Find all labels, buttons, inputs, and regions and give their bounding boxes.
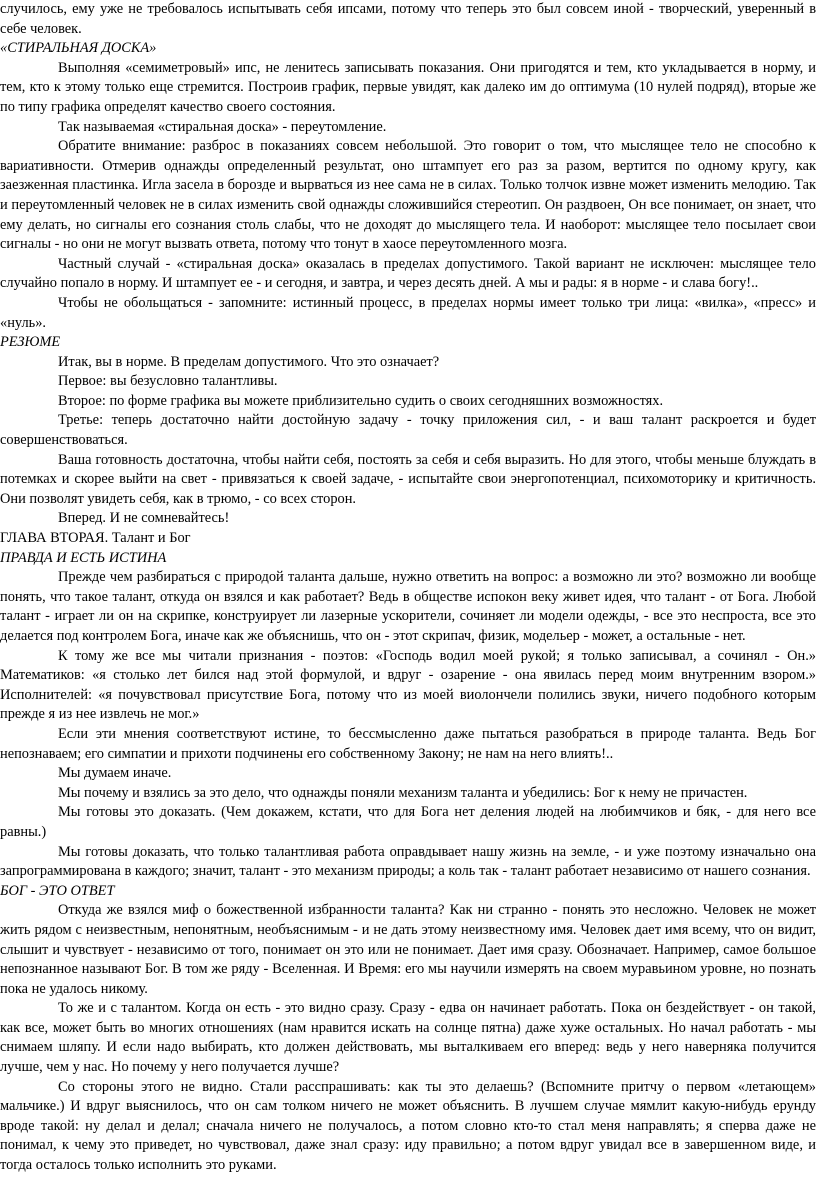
paragraph: Выполняя «семиметровый» ипс, не ленитесь записывать показания. Они пригодятся и тем, кто укладывается в норму, и тем, кто к этому только еще стремится. Построив график, первые увидят, как далеко им до оптимума (10 нулей подряд), вторые же по типу графика определят качество своего состояния. [0, 59, 816, 115]
paragraph-continued: случилось, ему уже не требовалось испытывать себя ипсами, потому что теперь это был совсем иной - творческий, уверенный в себе человек. [0, 1, 816, 37]
paragraph: То же и с талантом. Когда он есть - это видно сразу. Сразу - едва он начинает работать. Пока он бездействует - он такой, как все, может быть во многих отношениях (нам нравится искать на солнце пятна) даже хуже остальных. Но начал работать - мы снимаем шляпу. И если надо выбирать, кто должен действовать, мы выталкиваем его вперед: ведь у него наверняка получится лучше, чем у нас. Но почему у него получается лучше? [0, 1000, 816, 1076]
section-heading: ПРАВДА И ЕСТЬ ИСТИНА [0, 549, 167, 566]
paragraph: Третье: теперь достаточно найти достойную задачу - точку приложения сил, - и ваш талант раскроется и будет совершенствоваться. [0, 412, 816, 449]
paragraph: Итак, вы в норме. В пределам допустимого. Что это означает? [58, 353, 440, 370]
paragraph: Так называемая «стиральная доска» - переутомление. [58, 118, 387, 135]
paragraph: Ваша готовность достаточна, чтобы найти себя, постоять за себя и себя выразить. Но для этого, чтобы меньше блуждать в потемках и скорее выйти на свет - привязаться к своей задаче, - испытайте свои энергопотенциал, психомоторику и критичность. Они позволят увидеть себя, как в трюмо, - со всех сторон. [0, 451, 816, 507]
paragraph: Мы почему и взялись за это дело, что однажды поняли механизм таланта и убедились: Бог к нему не причастен. [58, 784, 748, 801]
chapter-title: ГЛАВА ВТОРАЯ. Талант и Бог [0, 530, 191, 547]
paragraph: Второе: по форме графика вы можете приблизительно судить о своих сегодняшних возможностях. [58, 392, 664, 409]
paragraph: Если эти мнения соответствуют истине, то бессмысленно даже пытаться разобраться в природе таланта. Ведь Бог непознаваем; его симпатии и прихоти подчинены его собственному Закону; не нам на него влиять!.. [0, 725, 816, 762]
paragraph: Обратите внимание: разброс в показаниях совсем небольшой. Это говорит о том, что мыслящее тело не способно к вариативности. Отмерив однажды определенный результат, оно штампует его раз за разом, вертится по одному кругу, как заезженная пластинка. Игла засела в борозде и вырваться из нее сама не в силах. Только толчок извне может изменить мелодию. Так и переутомленный человек не в силах изменить свой однажды сложившийся стереотип. Он раздвоен, Он все понимает, он знает, что ему делать, но сигналы его сознания столь слабы, что не доходят до мыслящего тела. И наоборот: мыслящее тело посылает свои сигналы - но они не могут вызвать ответа, потому что тонут в хаосе переутомленного мозга. [0, 138, 816, 253]
paragraph: Вперед. И не сомневайтесь! [58, 510, 230, 527]
section-heading: БОГ - ЭТО ОТВЕТ [0, 882, 115, 899]
paragraph: Откуда же взялся миф о божественной избранности таланта? Как ни странно - понять это несложно. Человек не может жить рядом с неизвестным, непонятным, необъяснимым - и не дать этому неизвестному имя. Человек дает имя всему, что он видит, слышит и чувствует - независимо от того, понимает он это или не понимает. Дает имя сразу. Обозначает. Например, самое большое непознанное называют Бог. В том же ряду - Вселенная. И Время: его мы научили измерять на своем муравьином уровне, но познать пока не удалось никому. [0, 902, 816, 997]
paragraph: Чтобы не обольщаться - запомните: истинный процесс, в пределах нормы имеет только три лица: «вилка», «пресс» и «нуль». [0, 294, 816, 331]
paragraph: Первое: вы безусловно талантливы. [58, 373, 278, 390]
paragraph: Со стороны этого не видно. Стали расспрашивать: как ты это делаешь? (Вспомните притчу о первом «летающем» мальчике.) И вдруг выяснилось, что он сам толком ничего не может объяснить. В лучшем случае мямлит какую-нибудь ерунду вроде такой: ну делал и делал; сначала ничего не получалось, а потом словно кто-то стал меня направлять; я сперва даже не понимал, к чему это приведет, но чувствовал, даже знал сразу: иду правильно; а потом вдруг увидал все в завершенном виде, и тогда осталось только исполнить это руками. [0, 1078, 816, 1174]
paragraph: Частный случай - «стиральная доска» оказалась в пределах допустимого. Такой вариант не исключен: мыслящее тело случайно попало в норму. И штампует ее - и сегодня, и завтра, и через десять дней. А мы и рады: я в норме - и слава богу!.. [0, 255, 816, 292]
paragraph: К тому же все мы читали признания - поэтов: «Господь водил моей рукой; я только записывал, а сочинял - Он.» Математиков: «я столько лет бился над этой формулой, и вдруг - озарение - она явилась перед моим внутренним взором.» Исполнителей: «я почувствовал присутствие Бога, потому что из моей виолончели полились звуки, ничего подобного которым прежде я из нее извлечь не мог.» [0, 647, 816, 723]
paragraph: Мы думаем иначе. [58, 765, 172, 782]
paragraph: Мы готовы это доказать. (Чем докажем, кстати, что для Бога нет деления людей на любимчиков и бяк, - для него все равны.) [0, 804, 816, 840]
paragraph: Прежде чем разбираться с природой таланта дальше, нужно ответить на вопрос: а возможно ли это? возможно ли вообще понять, что такое талант, откуда он взялся и как работает? Ведь в обществе испокон веку живет идея, что талант - от Бога. Любой талант - играет ли он на скрипке, конструирует ли лазерные ускорители, сочиняет ли модели одежды, - все это неспроста, все это делается под контролем Бога, иначе как же объяснишь, что он - этот скрипач, физик, модельер - может, а остальные - нет. [0, 569, 816, 644]
paragraph: Мы готовы доказать, что только талантливая работа оправдывает нашу жизнь на земле, - и уже поэтому изначально она запрограммирована в каждого; значит, талант - это механизм природы; а коль так - талант работает независимо от нашего сознания. [0, 843, 816, 880]
section-heading: «СТИРАЛЬНАЯ ДОСКА» [0, 40, 157, 57]
section-heading: РЕЗЮМЕ [0, 334, 61, 351]
